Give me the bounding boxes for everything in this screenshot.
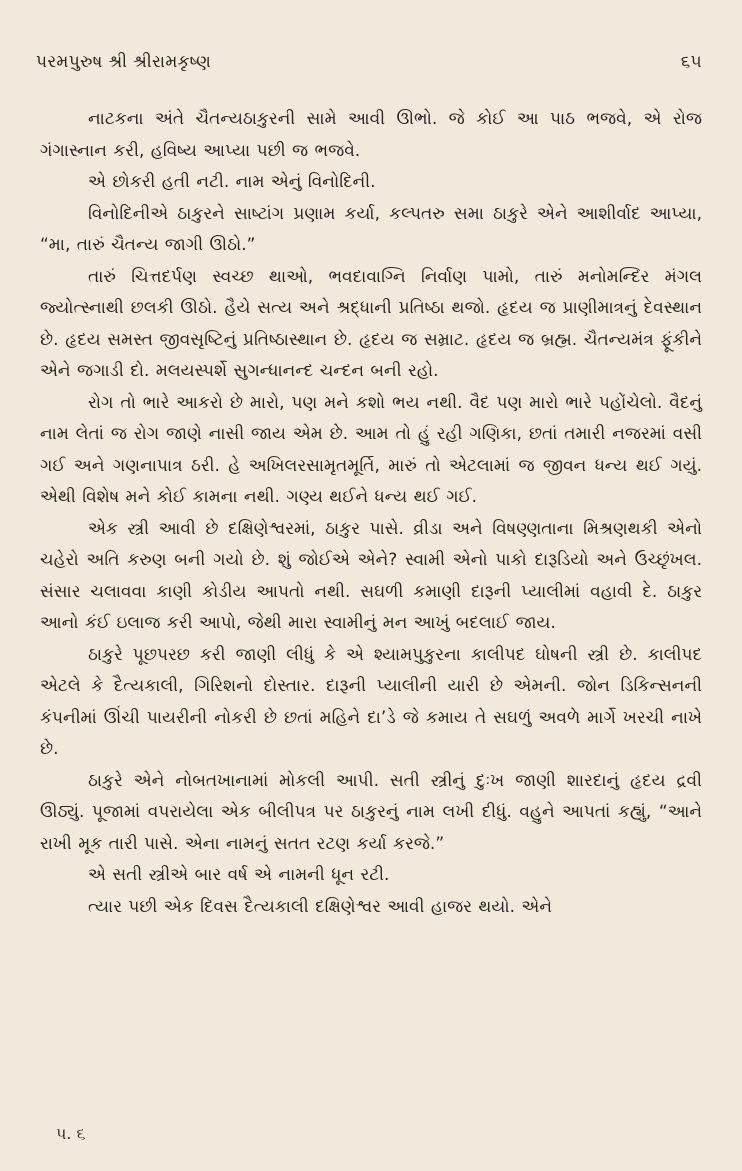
paragraph: એક સ્ત્રી આવી છે દક્ષિણેશ્વરમાં, ઠાકુર પાસે. વ્રીડા અને વિષણ્ણતાના મિશ્રણથકી એનો ચહેરો અતિ કરુણ બની ગયો છે. શું જોઈએ એને? સ્વામી એનો પાકો દારૂડિયો અને ઉચ્છૃંખલ. સંસાર ચલાવવા કાણી કોડીય આપતો નથી. સઘળી કમાણી દારૂની પ્યાલીમાં વહાવી દે. ઠાકુર આનો કંઈ ઇલાજ કરી આપો, જેથી મારા સ્વામીનું મન આખું બદલાઈ જાય.: [40, 518, 702, 633]
paragraph: ઠાકુરે એને નોબતખાનામાં મોકલી આપી. સતી સ્ત્રીનું દુઃખ જાણી શારદાનું હૃદય દ્રવી ઊઠ્યું. પૂજામાં વપરાયેલા એક બીલીપત્ર પર ઠાકુરનું નામ લખી દીધું. વહુને આપતાં કહ્યું, “આને રાખી મૂક તારી પાસે. એના નામનું સતત રટણ કર્યા કરજે.”: [40, 770, 702, 854]
paragraph: એ સતી સ્ત્રીએ બાર વર્ષ એ નામની ધૂન રટી.: [88, 865, 390, 885]
body-text: [40, 104, 702, 923]
paragraph: વિનોદિનીએ ઠાકુરને સાષ્ટાંગ પ્રણામ કર્યા, કલ્પતરુ સમા ઠાકુરે એને આશીર્વાદ આપ્યા, “મા, તારું ચૈતન્ય જાગી ઊઠો.”: [40, 203, 702, 255]
page-number: ૬૫: [680, 52, 702, 72]
paragraph: તારું ચિત્તદર્પણ સ્વચ્છ થાઓ, ભવદાવાગ્નિ નિર્વાણ પામો, તારું મનોમન્દિર મંગલ જ્યોત્સ્નાથી છલકી ઊઠો. હૈયે સત્ય અને શ્રદ્ધાની પ્રતિષ્ઠા થજો. હૃદય જ પ્રાણીમાત્રનું દેવસ્થાન છે. હૃદય સમસ્ત જીવસૃષ્ટિનું પ્રતિષ્ઠાસ્થાન છે. હૃદય જ સમ્રાટ. હૃદય જ બ્રહ્મ. ચૈતન્યમંત્ર ફૂંકીને એને જગાડી દો. મલયસ્પર્શે સુગન્ધાનન્દ ચન્દન બની રહો.: [40, 266, 702, 381]
running-head: [36, 52, 702, 82]
paragraph: નાટકના અંતે ચૈતન્યઠાકુરની સામે આવી ઊભો. જે કોઈ આ પાઠ ભજવે, એ રોજ ગંગાસ્નાન કરી, હવિષ્ય આપ્યા પછી જ ભજવે.: [40, 109, 702, 161]
paragraph: રોગ તો ભારે આકરો છે મારો, પણ મને કશો ભય નથી. વૈદ પણ મારો ભારે પહોંચેલો. વૈદનું નામ લેતાં જ રોગ જાણે નાસી જાય એમ છે. આમ તો હું રહી ગણિકા, છતાં તમારી નજરમાં વસી ગઈ અને ગણનાપાત્ર ઠરી. હે અખિલરસામૃતમૂર્તિ, મારું તો એટલામાં જ જીવન ધન્ય થઈ ગયું. એથી વિશેષ મને કોઈ કામના નથી. ગણ્ય થઈને ધન્ય થઈ ગઈ.: [40, 392, 702, 507]
paragraph: ઠાકુરે પૂછપરછ કરી જાણી લીધું કે એ શ્યામપુકુરના કાલીપદ ઘોષની સ્ત્રી છે. કાલીપદ એટલે કે દૈત્યકાલી, ગિરિશનો દોસ્તાર. દારૂની પ્યાલીની યારી છે એમની. જોન ડિકિન્સનની કંપનીમાં ઊંચી પાયરીની નોકરી છે છતાં મહિને દા’ડે જે કમાય તે સઘળું અવળે માર્ગે ખરચી નાખે છે.: [40, 644, 702, 759]
paragraph: એ છોકરી હતી નટી. નામ એનું વિનોદિની.: [88, 172, 376, 192]
signature-mark: પ. ૬: [56, 1124, 86, 1143]
running-title: પરમપુરુષ શ્રી શ્રીરામકૃષ્ણ: [36, 52, 212, 72]
paragraph: ત્યાર પછી એક દિવસ દૈત્યકાલી દક્ષિણેશ્વર આવી હાજર થયો. એને: [88, 896, 552, 917]
